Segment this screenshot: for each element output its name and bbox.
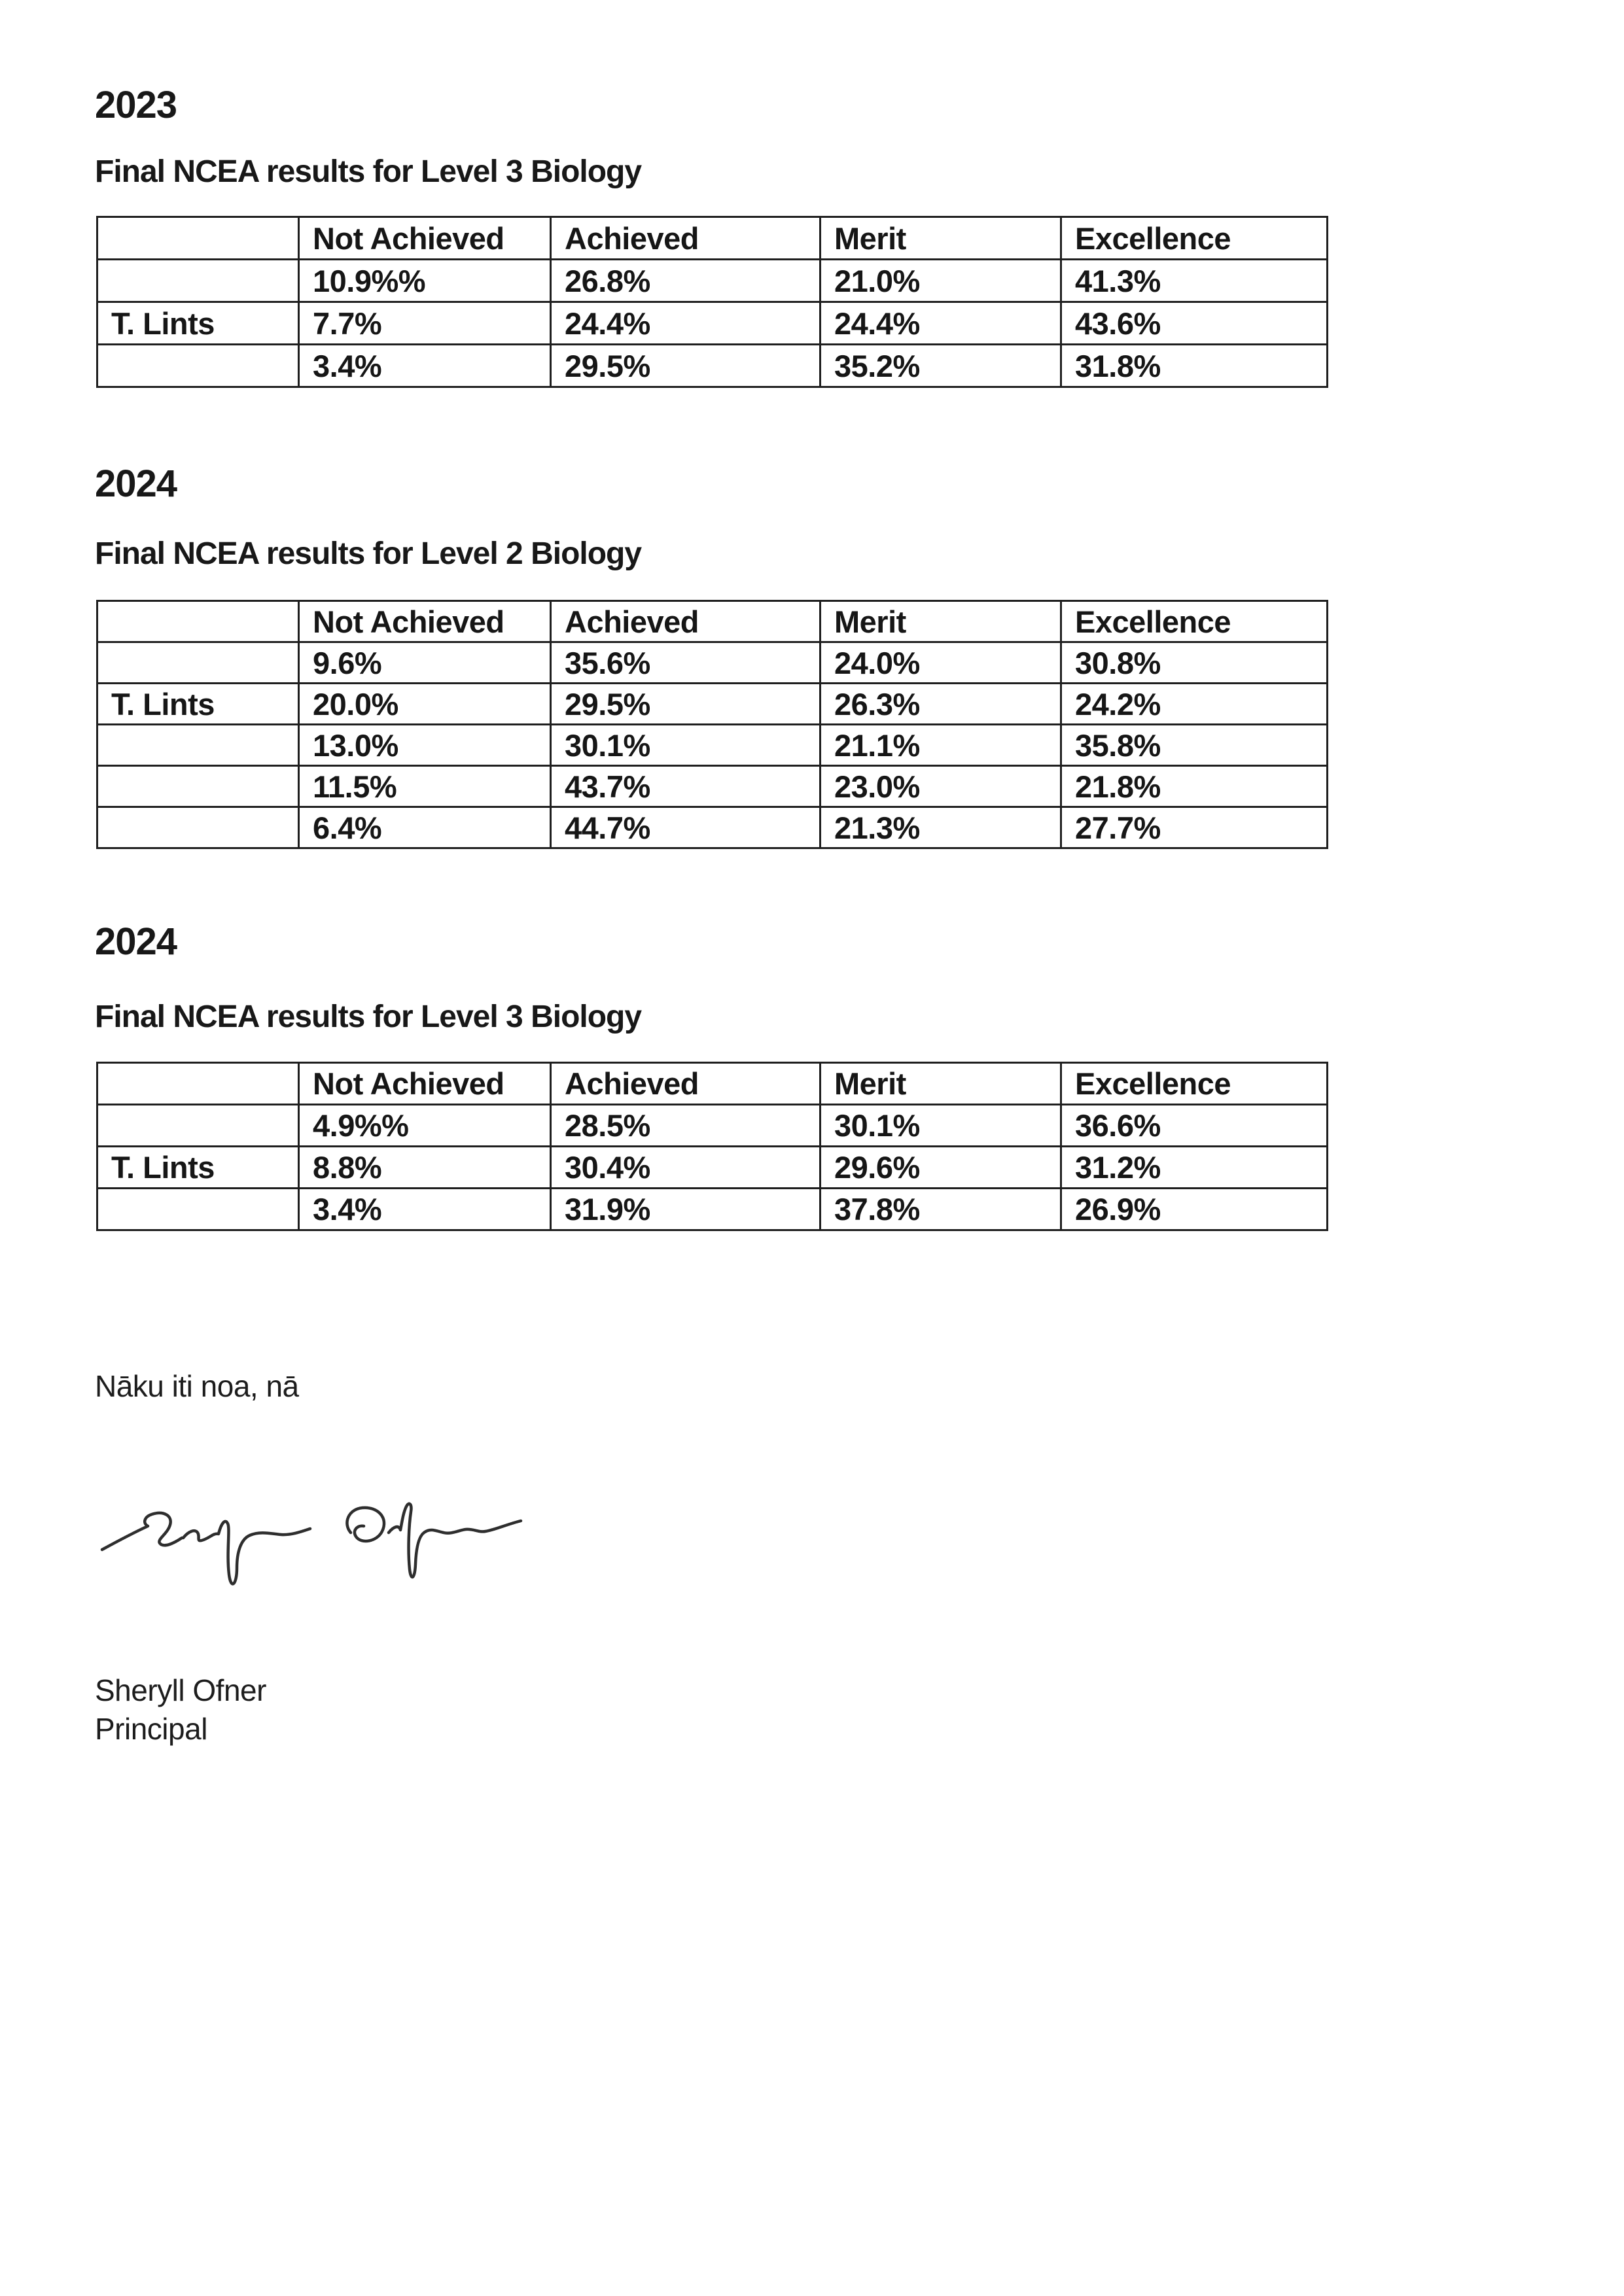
header-cell-achieved: Achieved xyxy=(551,217,821,260)
value-cell: 26.9% xyxy=(1061,1189,1328,1230)
table-header-row xyxy=(97,1063,1328,1105)
value-cell: 35.2% xyxy=(821,345,1061,387)
value-cell: 41.3% xyxy=(1061,260,1328,302)
signature-strokes xyxy=(97,1469,542,1606)
table-row xyxy=(97,766,1328,807)
signature-stroke-last-name xyxy=(389,1504,521,1577)
header-cell-merit: Merit xyxy=(821,601,1061,642)
value-cell: 24.4% xyxy=(551,302,821,345)
value-cell: 30.8% xyxy=(1061,642,1328,684)
value-cell: 21.0% xyxy=(821,260,1061,302)
row-label-cell xyxy=(97,766,299,807)
value-cell: 11.5% xyxy=(299,766,551,807)
value-cell: 30.1% xyxy=(821,1105,1061,1147)
signatory-name: Sheryll Ofner xyxy=(95,1673,266,1707)
header-cell-blank xyxy=(97,217,299,260)
value-cell: 3.4% xyxy=(299,1189,551,1230)
value-cell: 27.7% xyxy=(1061,807,1328,848)
value-cell: 28.5% xyxy=(551,1105,821,1147)
value-cell: 23.0% xyxy=(821,766,1061,807)
value-cell: 20.0% xyxy=(299,684,551,725)
value-cell: 7.7% xyxy=(299,302,551,345)
header-cell-blank xyxy=(97,601,299,642)
value-cell: 30.4% xyxy=(551,1147,821,1189)
value-cell: 31.9% xyxy=(551,1189,821,1230)
results-table-2024-level2 xyxy=(96,600,1328,849)
value-cell: 21.8% xyxy=(1061,766,1328,807)
header-cell-excellence: Excellence xyxy=(1061,601,1328,642)
salutation-text: Nāku iti noa, nā xyxy=(95,1369,299,1403)
value-cell: 21.3% xyxy=(821,807,1061,848)
section-2-year-heading: 2024 xyxy=(95,462,177,505)
row-label-cell xyxy=(97,807,299,848)
value-cell: 44.7% xyxy=(551,807,821,848)
value-cell: 31.2% xyxy=(1061,1147,1328,1189)
signature-stroke-flourish xyxy=(102,1513,182,1550)
header-cell-blank xyxy=(97,1063,299,1105)
header-cell-achieved: Achieved xyxy=(551,601,821,642)
section-1-subtitle: Final NCEA results for Level 3 Biology xyxy=(95,154,642,189)
header-cell-merit: Merit xyxy=(821,217,1061,260)
value-cell: 24.4% xyxy=(821,302,1061,345)
signature-stroke-first-name xyxy=(183,1522,310,1584)
signatory-role: Principal xyxy=(95,1712,207,1746)
row-label-cell xyxy=(97,1189,299,1230)
table-header-row xyxy=(97,601,1328,642)
header-cell-not-achieved: Not Achieved xyxy=(299,217,551,260)
header-cell-achieved: Achieved xyxy=(551,1063,821,1105)
value-cell: 8.8% xyxy=(299,1147,551,1189)
table-row xyxy=(97,642,1328,684)
table-row xyxy=(97,1189,1328,1230)
value-cell: 35.8% xyxy=(1061,725,1328,766)
value-cell: 43.7% xyxy=(551,766,821,807)
section-2-subtitle: Final NCEA results for Level 2 Biology xyxy=(95,536,642,571)
row-label-cell: T. Lints xyxy=(97,684,299,725)
value-cell: 30.1% xyxy=(551,725,821,766)
section-3-year-heading: 2024 xyxy=(95,920,177,963)
results-table-2023-level3 xyxy=(96,216,1328,388)
value-cell: 43.6% xyxy=(1061,302,1328,345)
value-cell: 29.5% xyxy=(551,345,821,387)
value-cell: 13.0% xyxy=(299,725,551,766)
header-cell-not-achieved: Not Achieved xyxy=(299,1063,551,1105)
row-label-cell: T. Lints xyxy=(97,302,299,345)
table-row xyxy=(97,260,1328,302)
value-cell: 26.3% xyxy=(821,684,1061,725)
header-cell-merit: Merit xyxy=(821,1063,1061,1105)
value-cell: 3.4% xyxy=(299,345,551,387)
section-3-subtitle: Final NCEA results for Level 3 Biology xyxy=(95,1000,642,1034)
results-table-2024-level3 xyxy=(96,1062,1328,1231)
row-label-cell: T. Lints xyxy=(97,1147,299,1189)
value-cell: 4.9%% xyxy=(299,1105,551,1147)
value-cell: 9.6% xyxy=(299,642,551,684)
header-cell-excellence: Excellence xyxy=(1061,1063,1328,1105)
header-cell-not-achieved: Not Achieved xyxy=(299,601,551,642)
value-cell: 26.8% xyxy=(551,260,821,302)
row-label-cell xyxy=(97,642,299,684)
signature-stroke-capital-o xyxy=(347,1508,384,1541)
table-row xyxy=(97,725,1328,766)
row-label-cell xyxy=(97,1105,299,1147)
header-cell-excellence: Excellence xyxy=(1061,217,1328,260)
value-cell: 31.8% xyxy=(1061,345,1328,387)
table-header-row xyxy=(97,217,1328,260)
value-cell: 35.6% xyxy=(551,642,821,684)
value-cell: 24.2% xyxy=(1061,684,1328,725)
row-label-cell xyxy=(97,260,299,302)
value-cell: 24.0% xyxy=(821,642,1061,684)
table-row xyxy=(97,807,1328,848)
value-cell: 10.9%% xyxy=(299,260,551,302)
table-row xyxy=(97,1147,1328,1189)
row-label-cell xyxy=(97,725,299,766)
section-1-year-heading: 2023 xyxy=(95,84,177,126)
row-label-cell xyxy=(97,345,299,387)
signature-image xyxy=(97,1469,542,1606)
table-row xyxy=(97,345,1328,387)
value-cell: 37.8% xyxy=(821,1189,1061,1230)
value-cell: 36.6% xyxy=(1061,1105,1328,1147)
value-cell: 6.4% xyxy=(299,807,551,848)
table-row xyxy=(97,684,1328,725)
table-row xyxy=(97,1105,1328,1147)
value-cell: 29.5% xyxy=(551,684,821,725)
value-cell: 29.6% xyxy=(821,1147,1061,1189)
table-row xyxy=(97,302,1328,345)
value-cell: 21.1% xyxy=(821,725,1061,766)
